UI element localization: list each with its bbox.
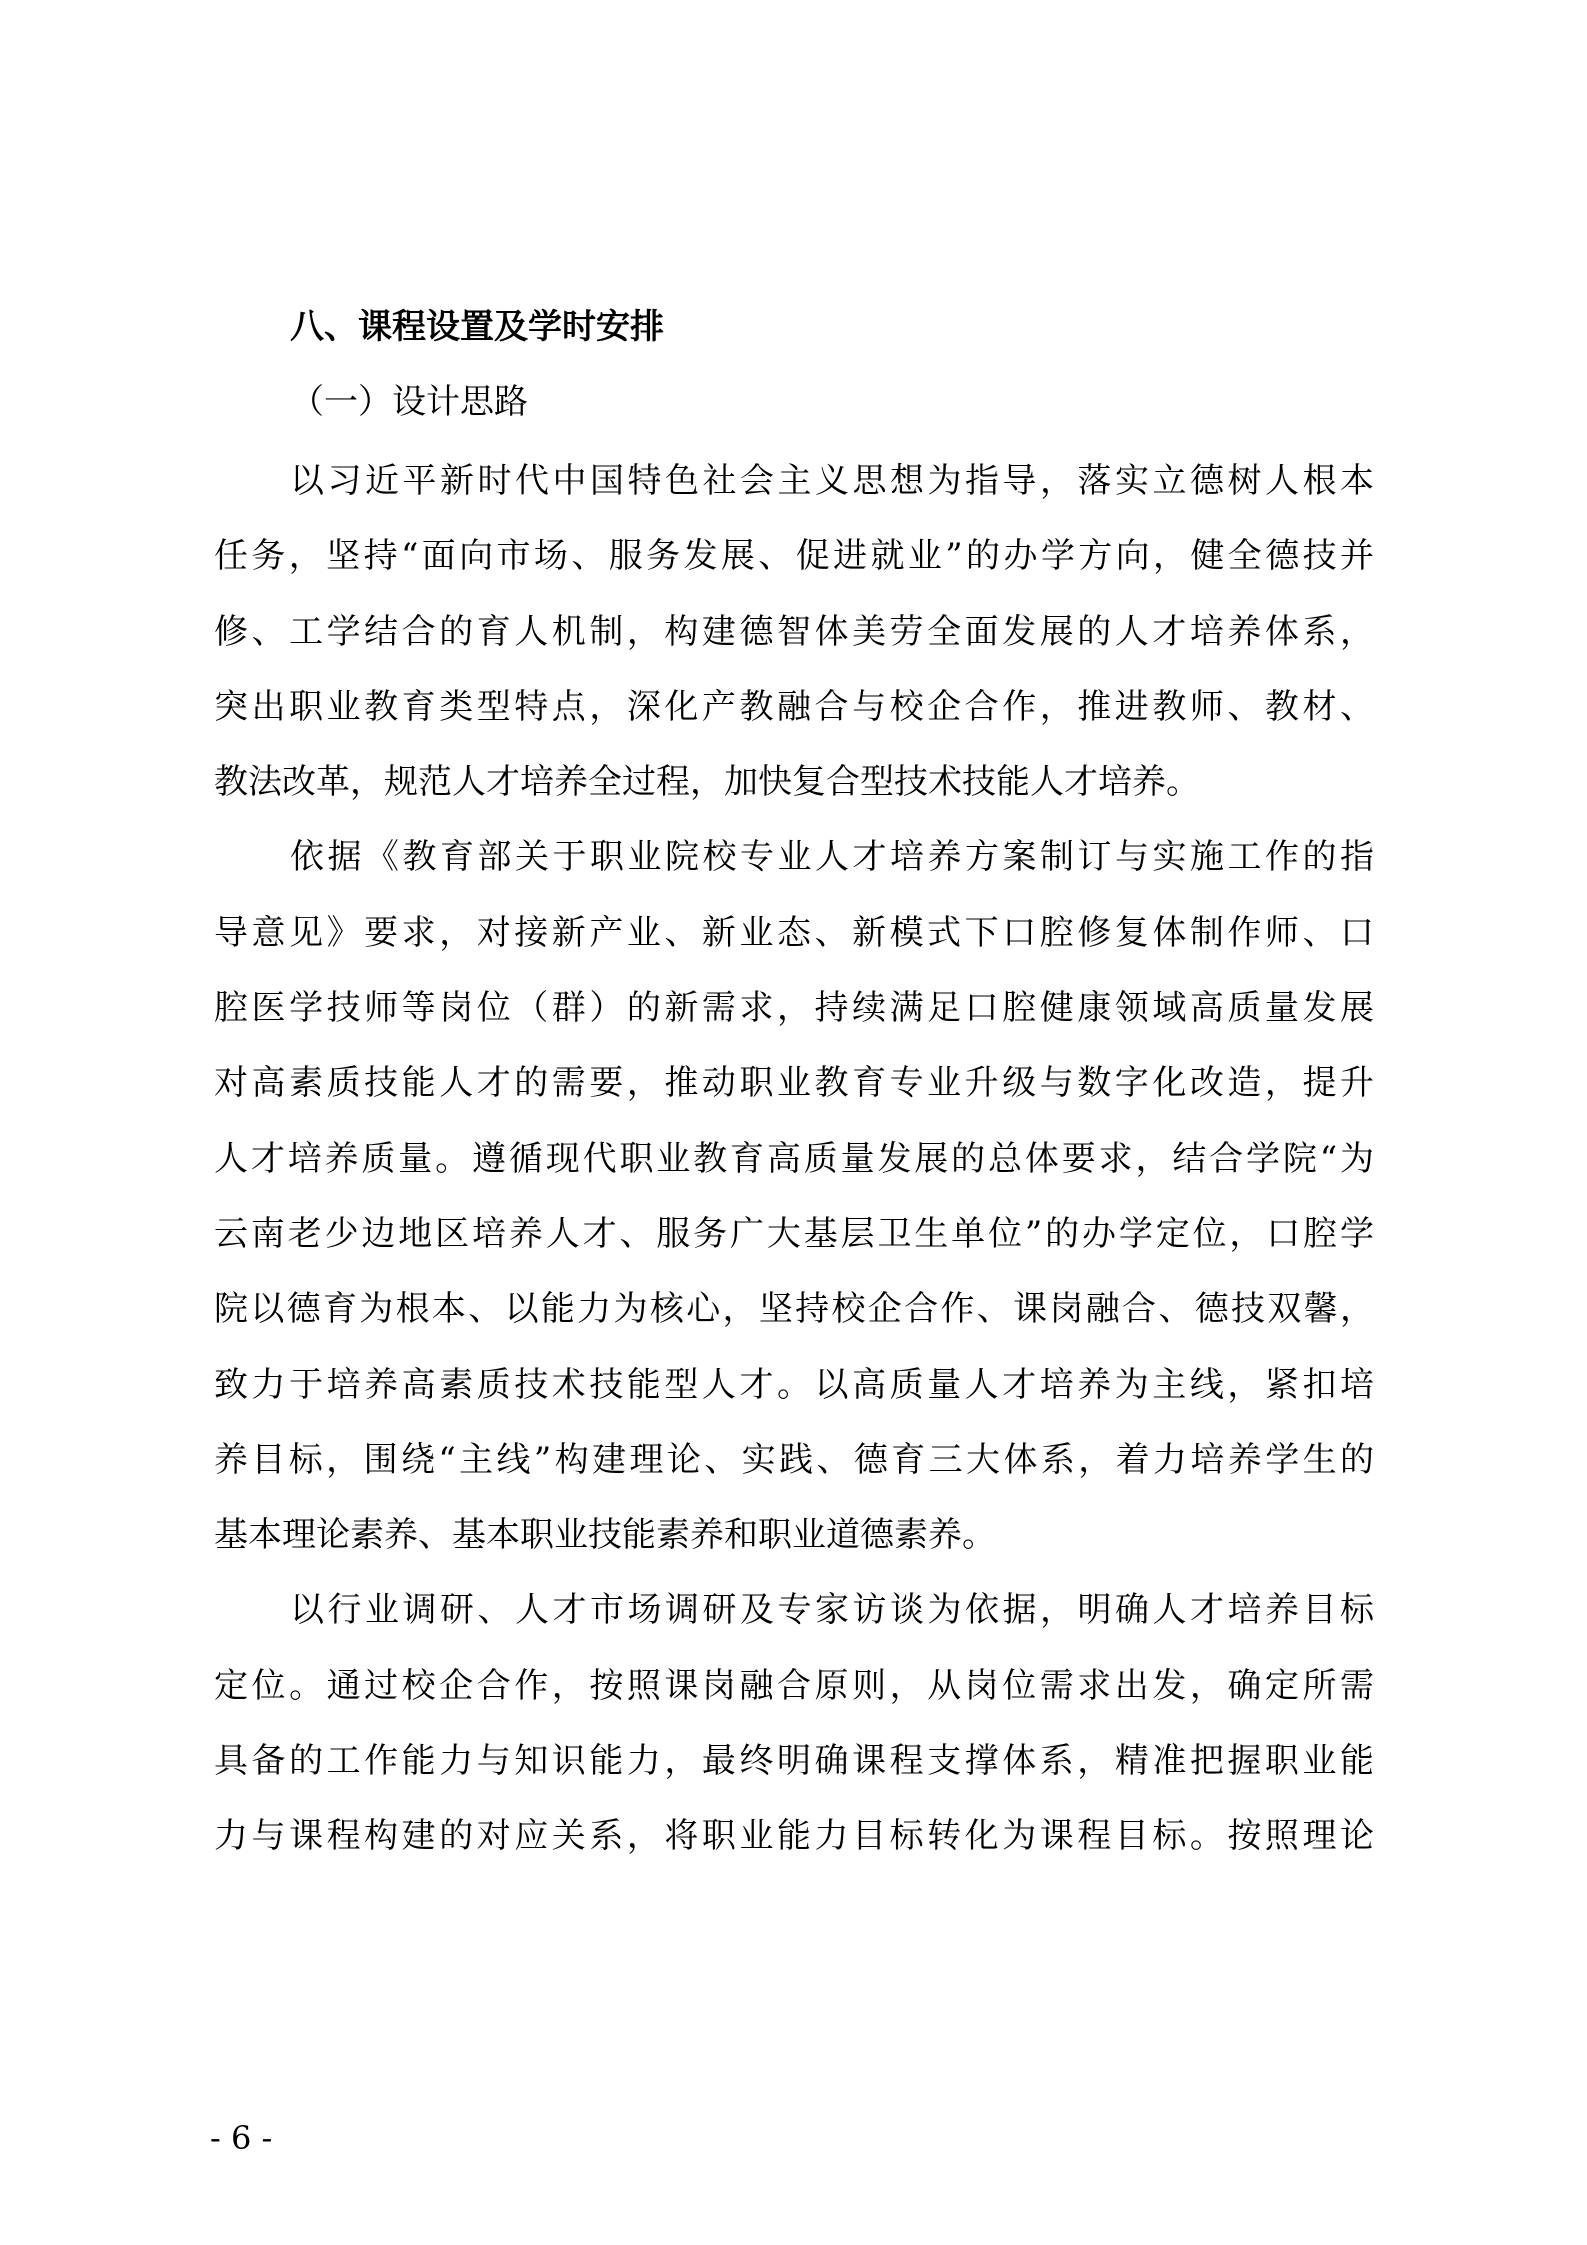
- text-line: 力与课程构建的对应关系，将职业能力目标转化为课程目标。按照理论: [214, 1816, 1374, 1857]
- paragraph-1: [214, 444, 1374, 820]
- text-line: 基本理论素养、基本职业技能素养和职业道德素养。: [214, 1515, 996, 1556]
- text-line: 以行业调研、人才市场调研及专家访谈为依据，明确人才培养目标: [290, 1590, 1374, 1631]
- text-line: 修、工学结合的育人机制，构建德智体美劳全面发展的人才培养体系，: [214, 611, 1374, 652]
- page-number: - 6 -: [210, 2119, 273, 2157]
- text-line: 突出职业教育类型特点，深化产教融合与校企合作，推进教师、教材、: [214, 686, 1374, 727]
- text-line: 养目标，围绕“主线”构建理论、实践、德育三大体系，着力培养学生的: [214, 1439, 1374, 1480]
- subsection-heading: （一）设计思路: [290, 382, 528, 422]
- paragraph-2: [214, 820, 1374, 1573]
- text-line: 人才培养质量。遵循现代职业教育高质量发展的总体要求，结合学院“为: [214, 1138, 1374, 1179]
- text-line: 教法改革，规范人才培养全过程，加快复合型技术技能人才培养。: [214, 762, 1200, 803]
- text-line: 导意见》要求，对接新产业、新业态、新模式下口腔修复体制作师、口: [214, 912, 1374, 953]
- text-line: 致力于培养高素质技术技能型人才。以高质量人才培养为主线，紧扣培: [214, 1364, 1374, 1405]
- text-line: 院以德育为根本、以能力为核心，坚持校企合作、课岗融合、德技双馨，: [214, 1289, 1374, 1330]
- paragraph-3: [214, 1573, 1374, 1874]
- text-line: 腔医学技师等岗位（群）的新需求，持续满足口腔健康领域高质量发展: [214, 988, 1374, 1029]
- section-heading: 八、课程设置及学时安排: [290, 307, 664, 347]
- text-line: 对高素质技能人才的需要，推动职业教育专业升级与数字化改造，提升: [214, 1063, 1374, 1104]
- text-line: 依据《教育部关于职业院校专业人才培养方案制订与实施工作的指: [290, 837, 1374, 878]
- text-line: 任务，坚持“面向市场、服务发展、促进就业”的办学方向，健全德技并: [214, 536, 1374, 577]
- body-text: [214, 444, 1374, 1875]
- text-line: 云南老少边地区培养人才、服务广大基层卫生单位”的办学定位，口腔学: [214, 1213, 1374, 1254]
- text-line: 以习近平新时代中国特色社会主义思想为指导，落实立德树人根本: [290, 461, 1374, 501]
- text-line: 具备的工作能力与知识能力，最终明确课程支撑体系，精准把握职业能: [214, 1741, 1374, 1782]
- text-line: 定位。通过校企合作，按照课岗融合原则，从岗位需求出发，确定所需: [214, 1665, 1374, 1706]
